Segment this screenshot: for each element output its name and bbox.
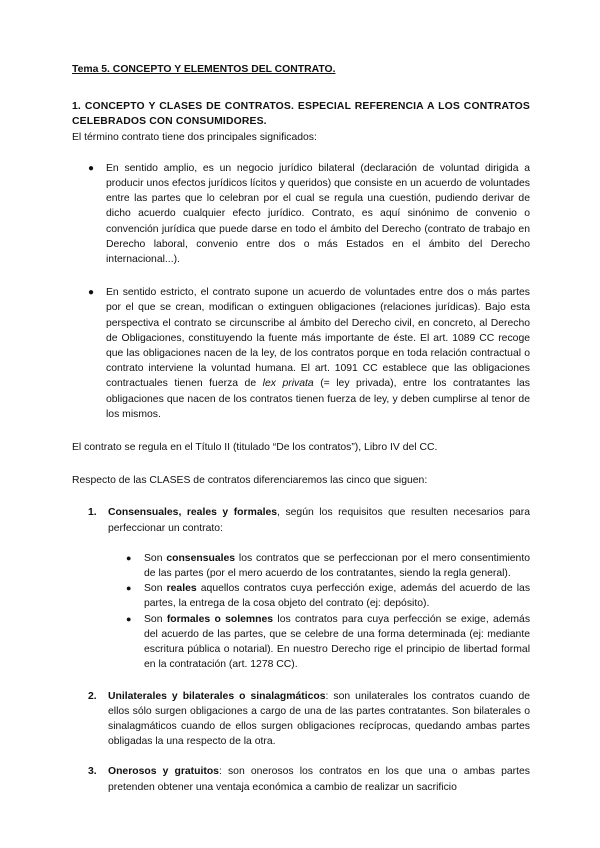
list-item — [72, 689, 530, 750]
bullet-icon: ● — [126, 583, 132, 594]
list-item — [108, 551, 530, 581]
sub-term: consensuales — [166, 552, 236, 564]
sub-text: los contratos para cuya perfección se exige, además del acuerdo de las partes, que se celebre de una forma determinada (ej: mediante escritura pública o notarial). En nuestro Derecho rige el principio de libertad formal en la contratación (art. 1278 CC). — [144, 613, 531, 671]
class-term: Onerosos y gratuitos — [108, 766, 219, 778]
class-text: , según los requisitos que resulten necesarios para perfeccionar un contrato: — [108, 507, 530, 534]
sub-pre: Son — [144, 552, 167, 564]
meaning-strict-text: En sentido estricto, el contrato supone un acuerdo de voluntades entre dos o más partes por el que se crean, modifican o extinguen obligaciones (relaciones jurídicas). Bajo esta perspectiva el contrato se circunscribe al ámbito del Derecho civil, en concreto, al Derecho de Obligaciones, constituyendo la fuente más importante de éste. El art. 1089 CC recoge que las obligaciones nacen de la ley, de los contratos porque en toda relación contractual o contrato interviene la voluntad humana. El art. 1091 CC establece que las obligaciones contractuales tienen fuerza de — [106, 287, 530, 390]
bullet-icon: ● — [88, 162, 95, 174]
sub-term: reales — [166, 583, 197, 595]
item-number: 2. — [88, 690, 97, 702]
list-item — [72, 285, 530, 422]
classes-intro-paragraph: Respecto de las CLASES de contratos diferenciaremos las cinco que siguen: — [72, 475, 428, 487]
bullet-icon: ● — [126, 552, 132, 563]
sub-text: los contratos que se perfeccionan por el mero consentimiento de las partes (por el mero acuerdo de los contratantes, siendo la regla general). — [144, 552, 531, 580]
classes-list — [72, 505, 530, 794]
sub-pre: Son — [144, 613, 167, 625]
list-item — [108, 612, 530, 673]
sub-term: formales o solemnes — [166, 613, 274, 625]
section-heading: 1. CONCEPTO Y CLASES DE CONTRATOS. ESPECIAL REFERENCIA A LOS CONTRATOS CELEBRADOS CON CONSUMIDORES. — [72, 101, 530, 128]
bullet-icon: ● — [88, 287, 95, 299]
list-item — [72, 161, 530, 267]
class-term: Unilaterales y bilaterales o sinalagmáticos — [108, 690, 326, 702]
meaning-broad-text: En sentido amplio, es un negocio jurídico bilateral (declaración de voluntad dirigida a producir unos efectos jurídicos lícitos y queridos) que consiste en un acuerdo de voluntades entre las partes que lo celebran por el cual se regula una cuestión, pudiendo derivar de dicho acuerdo cualquier efecto jurídico. Contrato, es aquí sinónimo de convenio o convención jurídica que puede darse en todo el ámbito del Derecho (contrato de trabajo en Derecho laboral, convenio entre dos o más Estados en el ámbito del Derecho internacional...). — [106, 162, 530, 266]
class-term: Consensuales, reales y formales — [108, 507, 278, 519]
class-text: : son onerosos los contratos en los que una o ambas partes pretenden obtener una ventaja económica a cambio de realizar un sacrificio — [108, 766, 530, 793]
document-title: Tema 5. CONCEPTO Y ELEMENTOS DEL CONTRATO. — [72, 64, 336, 75]
meaning-strict-text-end: (= ley privada), entre los contratantes las obligaciones que nacen de los contratos tienen fuerza de ley, y deben cumplirse al tenor de los mismos. — [106, 378, 530, 420]
list-item — [108, 581, 530, 611]
class-text: : son unilaterales los contratos cuando de ellos sólo surgen obligaciones a cargo de una de las partes contratantes. Son bilaterales o sinalagmáticos cuando de ellos surgen obligaciones recíprocas, quedando ambas partes obligadas la una respecto de la otra. — [108, 690, 530, 748]
item-number: 1. — [88, 507, 97, 519]
item-number: 3. — [88, 766, 97, 778]
meaning-strict-italic: lex privata — [262, 378, 314, 390]
sub-pre: Son — [144, 583, 167, 595]
sub-list — [108, 551, 530, 673]
regulation-paragraph: El contrato se regula en el Título II (titulado “De los contratos”), Libro IV del CC. — [72, 442, 438, 454]
intro-paragraph: El término contrato tiene dos principales significados: — [72, 131, 317, 143]
list-item — [72, 505, 530, 672]
meanings-list — [72, 161, 530, 422]
list-item — [72, 764, 530, 794]
bullet-icon: ● — [126, 613, 132, 624]
document-page — [72, 62, 530, 795]
sub-text: aquellos contratos cuya perfección exige, además del acuerdo de las partes, la entrega de la cosa objeto del contrato (ej: depósito). — [144, 583, 531, 610]
